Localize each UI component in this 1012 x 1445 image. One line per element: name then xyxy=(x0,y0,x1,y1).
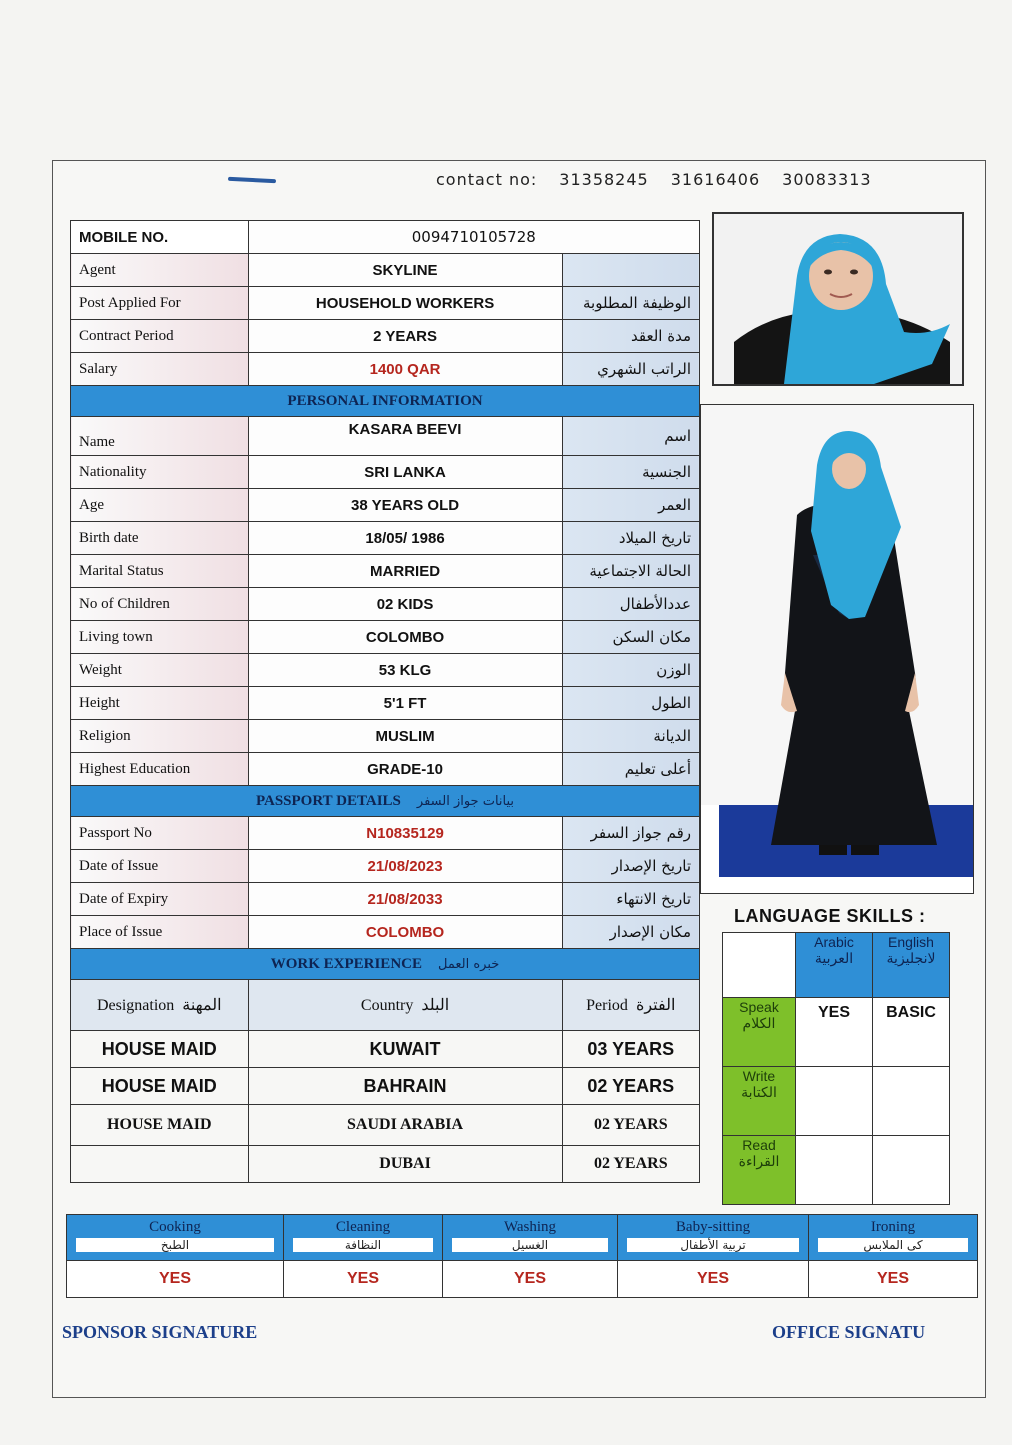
children-row xyxy=(71,588,700,621)
marital-row xyxy=(71,555,700,588)
passport-no-row xyxy=(71,817,700,850)
row-header xyxy=(723,1136,796,1205)
skills-header-row xyxy=(67,1215,978,1261)
height-value: 5'1 FT xyxy=(248,687,562,720)
row-header xyxy=(723,1067,796,1136)
field-label-ar: الراتب الشهري xyxy=(562,353,699,386)
language-skills-table xyxy=(722,932,950,1205)
baby-sitting-value: YES xyxy=(618,1261,809,1298)
cooking-value: YES xyxy=(67,1261,284,1298)
period-header xyxy=(562,980,699,1031)
arabic-column-header xyxy=(796,933,873,998)
birthdate-value: 18/05/ 1986 xyxy=(248,522,562,555)
field-label-ar: الديانة xyxy=(562,720,699,753)
field-label: Weight xyxy=(71,654,249,687)
read-row xyxy=(723,1136,950,1205)
table-row xyxy=(71,1031,700,1068)
period-cell: 02 YEARS xyxy=(562,1146,699,1183)
field-label: Birth date xyxy=(71,522,249,555)
column-label-ar: لانجليزية xyxy=(886,950,936,966)
contract-value: 2 YEARS xyxy=(248,320,562,353)
skill-label-ar: الطبخ xyxy=(76,1238,274,1252)
full-body-illustration xyxy=(701,405,973,893)
issue-date-value: 21/08/2023 xyxy=(248,850,562,883)
skill-label: Cleaning xyxy=(335,1219,391,1235)
field-label: No of Children xyxy=(71,588,249,621)
work-title-ar: خبره العمل xyxy=(438,956,500,972)
agent-row xyxy=(71,254,700,287)
field-label-ar: الوظيفة المطلوبة xyxy=(562,287,699,320)
ironing-value: YES xyxy=(809,1261,978,1298)
contact-label: contact no: xyxy=(436,170,538,189)
write-english-value xyxy=(873,1067,950,1136)
passport-title: PASSPORT DETAILS xyxy=(255,792,401,809)
field-label-ar: مدة العقد xyxy=(562,320,699,353)
skill-label-ar: الغسيل xyxy=(452,1238,608,1252)
passport-band xyxy=(71,786,700,817)
header-label-ar: المهنة xyxy=(182,997,222,1014)
row-label-ar: القراءة xyxy=(738,1153,780,1169)
language-header-row xyxy=(723,933,950,998)
section-title: PERSONAL INFORMATION xyxy=(71,386,700,417)
column-label: Arabic xyxy=(814,934,854,950)
field-label-ar: اسم xyxy=(562,417,699,456)
passport-no-value: N10835129 xyxy=(248,817,562,850)
name-value: KASARA BEEVI xyxy=(248,417,562,456)
biodata-table xyxy=(70,220,700,1183)
weight-row xyxy=(71,654,700,687)
name-row xyxy=(71,417,700,456)
table-row xyxy=(71,1105,700,1146)
speak-row xyxy=(723,998,950,1067)
field-label: Contract Period xyxy=(71,320,249,353)
language-skills-title: LANGUAGE SKILLS : xyxy=(734,906,926,926)
agent-value: SKYLINE xyxy=(248,254,562,287)
age-row xyxy=(71,489,700,522)
row-label: Read xyxy=(742,1137,776,1153)
field-label-ar: عددالأطفال xyxy=(562,588,699,621)
row-label-ar: الكتابة xyxy=(741,1084,777,1100)
read-english-value xyxy=(873,1136,950,1205)
field-label: Religion xyxy=(71,720,249,753)
table-row xyxy=(71,1146,700,1183)
skill-header-washing xyxy=(443,1215,618,1261)
header-label-ar: البلد xyxy=(421,997,450,1014)
contact-line xyxy=(436,170,894,189)
designation-cell xyxy=(71,1146,249,1183)
field-label-ar: العمر xyxy=(562,489,699,522)
column-label-ar: العربية xyxy=(814,950,854,966)
birthdate-row xyxy=(71,522,700,555)
town-value: COLOMBO xyxy=(248,621,562,654)
field-label: Post Applied For xyxy=(71,287,249,320)
country-cell: KUWAIT xyxy=(248,1031,562,1068)
row-label-ar: الكلام xyxy=(742,1015,776,1031)
religion-row xyxy=(71,720,700,753)
issue-date-row xyxy=(71,850,700,883)
contact-number-2: 31616406 xyxy=(670,170,761,189)
skill-label-ar: النظافة xyxy=(293,1238,433,1252)
skill-label: Washing xyxy=(503,1219,557,1235)
corner-cell xyxy=(723,933,796,998)
header-label: Designation xyxy=(96,997,175,1014)
education-row xyxy=(71,753,700,786)
mobile-label: MOBILE NO. xyxy=(71,221,249,254)
expiry-date-row xyxy=(71,883,700,916)
full-body-photo xyxy=(700,404,974,894)
skill-header-baby-sitting xyxy=(618,1215,809,1261)
mobile-value: 0094710105728 xyxy=(248,221,699,254)
write-row xyxy=(723,1067,950,1136)
section-title xyxy=(71,786,700,817)
issue-place-row xyxy=(71,916,700,949)
office-signature-label: OFFICE SIGNATU xyxy=(772,1322,926,1342)
work-experience-table xyxy=(71,980,700,1183)
skill-label: Baby-sitting xyxy=(675,1219,751,1235)
sponsor-signature-label: SPONSOR SIGNATURE xyxy=(62,1322,258,1342)
field-label: Height xyxy=(71,687,249,720)
field-label: Marital Status xyxy=(71,555,249,588)
salary-value: 1400 QAR xyxy=(248,353,562,386)
washing-value: YES xyxy=(443,1261,618,1298)
field-label-ar: الجنسية xyxy=(562,456,699,489)
country-header xyxy=(248,980,562,1031)
field-label: Nationality xyxy=(71,456,249,489)
post-value: HOUSEHOLD WORKERS xyxy=(248,287,562,320)
skills-table xyxy=(66,1214,978,1298)
work-experience-band xyxy=(71,949,700,980)
table-row xyxy=(71,1068,700,1105)
passport-title-ar: بيانات جواز السفر xyxy=(416,793,515,809)
nationality-value: SRI LANKA xyxy=(248,456,562,489)
period-cell: 02 YEARS xyxy=(562,1105,699,1146)
field-label-ar: الحالة الاجتماعية xyxy=(562,555,699,588)
period-cell: 02 YEARS xyxy=(562,1068,699,1105)
field-label: Date of Issue xyxy=(71,850,249,883)
field-label-ar: أعلى تعليم xyxy=(562,753,699,786)
row-header xyxy=(723,998,796,1067)
skill-header-cleaning xyxy=(284,1215,443,1261)
field-label-ar xyxy=(562,254,699,287)
header-label-ar: الفترة xyxy=(635,997,676,1014)
salary-row xyxy=(71,353,700,386)
header-label: Country xyxy=(360,997,414,1014)
skills-value-row xyxy=(67,1261,978,1298)
speak-arabic-value: YES xyxy=(796,998,873,1067)
field-label: Age xyxy=(71,489,249,522)
work-title: WORK EXPERIENCE xyxy=(270,955,422,972)
field-label-ar: الوزن xyxy=(562,654,699,687)
skill-label-ar: كى الملابس xyxy=(818,1238,968,1252)
country-cell: SAUDI ARABIA xyxy=(248,1105,562,1146)
portrait-photo xyxy=(712,212,964,386)
children-value: 02 KIDS xyxy=(248,588,562,621)
country-cell: DUBAI xyxy=(248,1146,562,1183)
issue-place-value: COLOMBO xyxy=(248,916,562,949)
field-label: Place of Issue xyxy=(71,916,249,949)
field-label-ar: الطول xyxy=(562,687,699,720)
skill-label-ar: تربية الأطفال xyxy=(627,1238,799,1252)
age-value: 38 YEARS OLD xyxy=(248,489,562,522)
skill-header-cooking xyxy=(67,1215,284,1261)
field-label-ar: تاريخ الإصدار xyxy=(562,850,699,883)
nationality-row xyxy=(71,456,700,489)
contract-row xyxy=(71,320,700,353)
post-row xyxy=(71,287,700,320)
designation-cell: HOUSE MAID xyxy=(71,1031,249,1068)
field-label: Date of Expiry xyxy=(71,883,249,916)
mobile-row xyxy=(71,221,700,254)
contact-number-1: 31358245 xyxy=(559,170,649,189)
speak-english-value: BASIC xyxy=(873,998,950,1067)
read-arabic-value xyxy=(796,1136,873,1205)
field-label-ar: مكان السكن xyxy=(562,621,699,654)
skill-label: Cooking xyxy=(149,1219,201,1235)
header-label: Period xyxy=(586,997,628,1014)
write-arabic-value xyxy=(796,1067,873,1136)
designation-cell: HOUSE MAID xyxy=(71,1105,249,1146)
field-label: Passport No xyxy=(71,817,249,850)
portrait-illustration xyxy=(714,214,962,384)
section-title xyxy=(71,949,700,980)
field-label: Living town xyxy=(71,621,249,654)
town-row xyxy=(71,621,700,654)
weight-value: 53 KLG xyxy=(248,654,562,687)
skill-header-ironing xyxy=(809,1215,978,1261)
marital-value: MARRIED xyxy=(248,555,562,588)
contact-number-3: 30083313 xyxy=(782,170,872,189)
field-label: Highest Education xyxy=(71,753,249,786)
field-label-ar: رقم جواز السفر xyxy=(562,817,699,850)
row-label: Speak xyxy=(739,999,779,1015)
field-label-ar: تاريخ الانتهاء xyxy=(562,883,699,916)
column-label: English xyxy=(888,934,934,950)
field-label: Salary xyxy=(71,353,249,386)
field-label-ar: تاريخ الميلاد xyxy=(562,522,699,555)
field-label: Agent xyxy=(71,254,249,287)
cleaning-value: YES xyxy=(284,1261,443,1298)
work-header-row xyxy=(71,980,700,1031)
personal-info-band xyxy=(71,386,700,417)
expiry-date-value: 21/08/2033 xyxy=(248,883,562,916)
designation-header xyxy=(71,980,249,1031)
period-cell: 03 YEARS xyxy=(562,1031,699,1068)
country-cell: BAHRAIN xyxy=(248,1068,562,1105)
skill-label: Ironing xyxy=(870,1219,916,1235)
row-label: Write xyxy=(742,1068,776,1084)
height-row xyxy=(71,687,700,720)
education-value: GRADE-10 xyxy=(248,753,562,786)
field-label: Name xyxy=(71,417,249,456)
field-label-ar: مكان الإصدار xyxy=(562,916,699,949)
english-column-header xyxy=(873,933,950,998)
religion-value: MUSLIM xyxy=(248,720,562,753)
designation-cell: HOUSE MAID xyxy=(71,1068,249,1105)
